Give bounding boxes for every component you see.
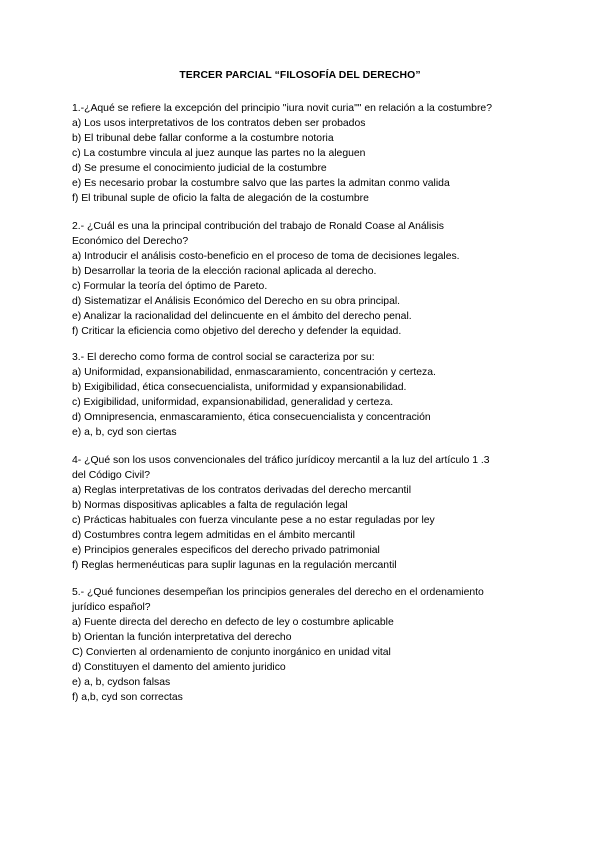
option-a: a) Fuente directa del derecho en defecto de ley o costumbre aplicable: [72, 617, 394, 628]
question-prompt-cont: del Código Civil?: [72, 470, 150, 481]
question-3: [72, 350, 530, 440]
option-b: b) Normas dispositivas aplicables a falta de regulación legal: [72, 500, 348, 511]
option-b: b) El tribunal debe fallar conforme a la costumbre notoria: [72, 133, 334, 144]
option-f: f) Criticar la eficiencia como objetivo del derecho y defender la equidad.: [72, 326, 402, 337]
option-a: a) Introducir el análisis costo-beneficio en el proceso de toma de decisiones legales.: [72, 251, 460, 262]
option-b: b) Exigibilidad, ética consecuencialista, uniformidad y expansionabilidad.: [72, 382, 407, 393]
option-e: e) Es necesario probar la costumbre salvo que las partes la admitan conmo valida: [72, 178, 450, 189]
question-2: [72, 219, 530, 339]
option-e: e) a, b, cydson falsas: [72, 677, 171, 688]
question-prompt: 1.-¿Aqué se refiere la excepción del principio "iura novit curia"" en relación a la costumbre?: [72, 103, 492, 114]
option-c: c) Formular la teoría del óptimo de Pareto.: [72, 281, 268, 292]
option-c: c) Exigibilidad, uniformidad, expansionabilidad, generalidad y certeza.: [72, 397, 394, 408]
option-a: a) Los usos interpretativos de los contratos deben ser probados: [72, 118, 366, 129]
option-f: f) Reglas hermenéuticas para suplir lagunas en la regulación mercantil: [72, 560, 397, 571]
option-c: c) Prácticas habituales con fuerza vinculante pese a no estar reguladas por ley: [72, 515, 435, 526]
option-b: b) Desarrollar la teoria de la elección racional aplicada al derecho.: [72, 266, 377, 277]
option-d: d) Sistematizar el Análisis Económico del Derecho en su obra principal.: [72, 296, 401, 307]
option-e: e) Analizar la racionalidad del delincuente en el ámbito del derecho penal.: [72, 311, 412, 322]
question-5: [72, 585, 530, 705]
option-d: d) Constituyen el damento del amiento juridico: [72, 662, 286, 673]
option-c: c) La costumbre vincula al juez aunque las partes no la aleguen: [72, 148, 366, 159]
option-a: a) Uniformidad, expansionabilidad, enmascaramiento, concentración y certeza.: [72, 367, 436, 378]
option-a: a) Reglas interpretativas de los contratos derivadas del derecho mercantil: [72, 485, 412, 496]
option-c: C) Convierten al ordenamiento de conjunto inorgánico en unidad vital: [72, 647, 391, 658]
question-prompt: 2.- ¿Cuál es una la principal contribución del trabajo de Ronald Coase al Análisis: [72, 221, 444, 232]
question-4: [72, 453, 530, 573]
option-f: f) El tribunal suple de oficio la falta de alegación de la costumbre: [72, 193, 369, 204]
question-prompt-cont: Económico del Derecho?: [72, 236, 189, 247]
option-b: b) Orientan la función interpretativa del derecho: [72, 632, 292, 643]
question-1: [72, 101, 530, 206]
option-d: d) Se presume el conocimiento judicial de la costumbre: [72, 163, 327, 174]
question-prompt: 3.- El derecho como forma de control social se caracteriza por su:: [72, 352, 375, 363]
question-prompt-cont: jurídico español?: [72, 602, 151, 613]
option-f: f) a,b, cyd son correctas: [72, 692, 183, 703]
question-prompt: 4- ¿Qué son los usos convencionales del tráfico jurídicoy mercantil a la luz del artículo 1 .3: [72, 455, 490, 466]
question-prompt: 5.- ¿Qué funciones desempeñan los principios generales del derecho en el ordenamiento: [72, 587, 484, 598]
option-e: e) Principios generales especificos del derecho privado patrimonial: [72, 545, 380, 556]
option-e: e) a, b, cyd son ciertas: [72, 427, 177, 438]
option-d: d) Omnipresencia, enmascaramiento, ética consecuencialista y concentración: [72, 412, 431, 423]
option-d: d) Costumbres contra legem admitidas en el ámbito mercantil: [72, 530, 355, 541]
exam-title: TERCER PARCIAL “FILOSOFÍA DEL DERECHO”: [179, 70, 421, 81]
